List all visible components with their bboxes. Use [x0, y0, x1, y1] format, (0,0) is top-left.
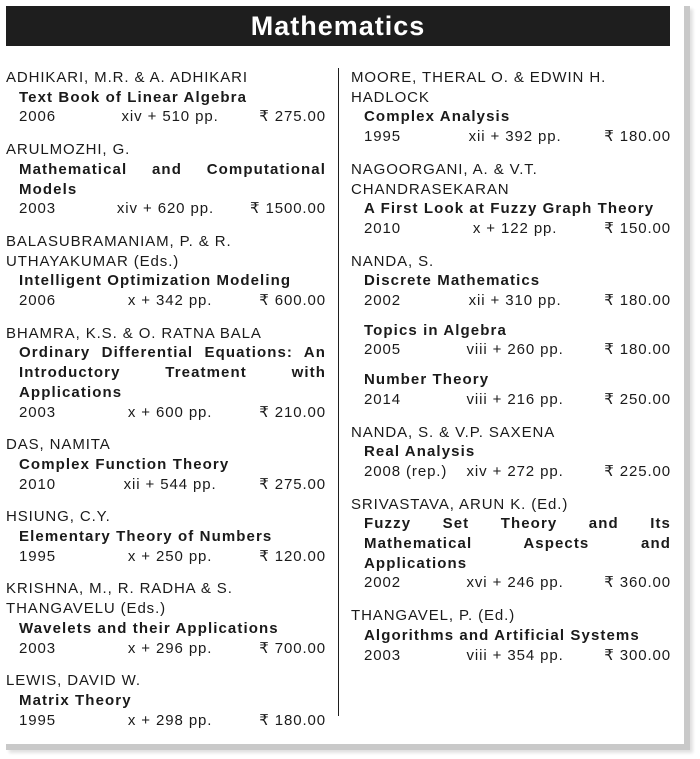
- book-price: ₹ 250.00: [604, 390, 671, 408]
- book-pages: x + 250 pp.: [127, 547, 213, 565]
- book-title: Algorithms and Artificial Systems: [364, 626, 640, 644]
- column-divider: [338, 68, 339, 716]
- book-item: [351, 442, 671, 481]
- author-entry: [6, 68, 326, 127]
- book-pages: xiv + 272 pp.: [466, 462, 564, 480]
- book-price: ₹ 275.00: [259, 108, 326, 126]
- book-list: [6, 527, 326, 566]
- book-price: ₹ 700.00: [259, 639, 326, 657]
- book-price: ₹ 360.00: [604, 574, 671, 592]
- book-item: [6, 343, 326, 422]
- book-list: [6, 160, 326, 219]
- book-item: [6, 455, 326, 494]
- book-meta: [6, 107, 326, 127]
- book-title: Number Theory: [364, 371, 490, 389]
- author-entry: [351, 495, 671, 594]
- book-pages: x + 298 pp.: [127, 711, 213, 729]
- book-title: Text Book of Linear Algebra: [19, 88, 248, 106]
- author-entry: [6, 232, 326, 311]
- book-year: 2008 (rep.): [364, 462, 448, 480]
- book-item: [351, 107, 671, 146]
- book-meta: [351, 462, 671, 482]
- book-list: [351, 199, 671, 238]
- book-price: ₹ 180.00: [259, 711, 326, 729]
- book-price: ₹ 275.00: [259, 475, 326, 493]
- book-pages: xiv + 510 pp.: [121, 108, 219, 126]
- book-meta: [351, 291, 671, 311]
- book-title: Topics in Algebra: [364, 321, 507, 339]
- book-price: ₹ 150.00: [604, 219, 671, 237]
- author-name: BALASUBRAMANIAM, P. & R. UTHAYAKUMAR (Eds.): [6, 232, 232, 270]
- author-name: HSIUNG, C.Y.: [6, 508, 111, 526]
- book-title: Matrix Theory: [19, 691, 132, 709]
- book-pages: xii + 544 pp.: [123, 475, 217, 493]
- book-pages: viii + 260 pp.: [466, 341, 564, 359]
- left-column: [6, 68, 326, 743]
- book-title: Real Analysis: [364, 443, 476, 461]
- book-item: [6, 88, 326, 127]
- book-meta: [351, 390, 671, 410]
- book-list: [351, 442, 671, 481]
- book-year: 2010: [364, 219, 401, 237]
- author-entry: [6, 579, 326, 658]
- author-name: KRISHNA, M., R. RADHA & S. THANGAVELU (Eds.): [6, 580, 233, 618]
- book-list: [351, 514, 671, 593]
- book-list: [351, 626, 671, 665]
- book-year: 1995: [19, 547, 56, 565]
- book-list: [6, 88, 326, 127]
- book-meta: [6, 199, 326, 219]
- book-meta: [6, 291, 326, 311]
- author-name: ADHIKARI, M.R. & A. ADHIKARI: [6, 69, 248, 86]
- book-meta: [351, 340, 671, 360]
- book-meta: [351, 646, 671, 666]
- book-pages: xii + 310 pp.: [468, 292, 562, 310]
- author-entry: [6, 507, 326, 566]
- author-name: LEWIS, DAVID W.: [6, 672, 141, 690]
- book-item: [6, 271, 326, 310]
- author-name: MOORE, THERAL O. & EDWIN H. HADLOCK: [351, 69, 607, 106]
- book-price: ₹ 120.00: [259, 547, 326, 565]
- book-title: Elementary Theory of Numbers: [19, 528, 273, 546]
- book-title: Mathematical and Computational Models: [19, 160, 326, 198]
- author-entry: [6, 140, 326, 219]
- book-item: [6, 691, 326, 730]
- book-item: [6, 527, 326, 566]
- book-year: 2003: [19, 200, 56, 218]
- author-entry: [351, 160, 671, 239]
- author-name: NANDA, S. & V.P. SAXENA: [351, 423, 556, 441]
- book-year: 2006: [19, 108, 56, 126]
- book-list: [6, 343, 326, 422]
- book-price: ₹ 180.00: [604, 341, 671, 359]
- author-entry: [351, 423, 671, 482]
- author-entry: [6, 671, 326, 730]
- author-entry: [351, 68, 671, 147]
- book-title: Ordinary Differential Equations: An Introductory Treatment with Applications: [19, 344, 326, 401]
- author-name: DAS, NAMITA: [6, 436, 111, 454]
- author-entry: [351, 252, 671, 410]
- book-price: ₹ 300.00: [604, 646, 671, 664]
- book-meta: [351, 573, 671, 593]
- book-meta: [6, 547, 326, 567]
- author-name: NANDA, S.: [351, 252, 435, 270]
- book-pages: xii + 392 pp.: [468, 128, 562, 146]
- book-year: 2002: [364, 292, 401, 310]
- book-list: [351, 107, 671, 146]
- book-year: 2005: [364, 341, 401, 359]
- book-item: [351, 199, 671, 238]
- book-meta: [6, 475, 326, 495]
- author-name: ARULMOZHI, G.: [6, 141, 131, 159]
- book-price: ₹ 210.00: [259, 403, 326, 421]
- book-item: [351, 626, 671, 665]
- author-entry: [6, 324, 326, 423]
- book-list: [6, 619, 326, 658]
- book-pages: x + 600 pp.: [127, 403, 213, 421]
- book-pages: x + 342 pp.: [127, 292, 213, 310]
- book-price: ₹ 180.00: [604, 292, 671, 310]
- author-name: NAGOORGANI, A. & V.T. CHANDRASEKARAN: [351, 160, 538, 198]
- book-list: [351, 271, 671, 409]
- book-pages: x + 122 pp.: [472, 219, 558, 237]
- book-meta: [351, 127, 671, 147]
- book-pages: x + 296 pp.: [127, 639, 213, 657]
- book-year: 2003: [19, 403, 56, 421]
- book-year: 2010: [19, 475, 56, 493]
- book-title: A First Look at Fuzzy Graph Theory: [364, 200, 655, 218]
- book-title: Wavelets and their Applications: [19, 619, 279, 637]
- book-meta: [351, 219, 671, 239]
- book-item: [351, 321, 671, 360]
- book-year: 2002: [364, 574, 401, 592]
- book-price: ₹ 1500.00: [249, 200, 326, 218]
- book-year: 1995: [19, 711, 56, 729]
- book-title: Complex Function Theory: [19, 455, 230, 473]
- author-entry: [6, 435, 326, 494]
- book-year: 2003: [19, 639, 56, 657]
- book-title: Fuzzy Set Theory and Its Mathematical Aspects and Applications: [364, 515, 671, 572]
- author-name: SRIVASTAVA, ARUN K. (Ed.): [351, 495, 569, 513]
- book-pages: viii + 216 pp.: [466, 390, 564, 408]
- book-list: [6, 271, 326, 310]
- book-list: [6, 455, 326, 494]
- book-pages: viii + 354 pp.: [466, 646, 564, 664]
- book-meta: [6, 639, 326, 659]
- book-pages: xiv + 620 pp.: [116, 200, 215, 218]
- book-year: 1995: [364, 128, 401, 146]
- book-price: ₹ 600.00: [259, 292, 326, 310]
- book-item: [6, 160, 326, 219]
- author-entry: [351, 606, 671, 665]
- book-list: [6, 691, 326, 730]
- book-title: Discrete Mathematics: [364, 272, 541, 290]
- book-meta: [6, 711, 326, 731]
- book-meta: [6, 403, 326, 423]
- book-price: ₹ 225.00: [604, 462, 671, 480]
- right-column: [351, 68, 671, 678]
- book-year: 2014: [364, 390, 401, 408]
- author-name: THANGAVEL, P. (Ed.): [351, 607, 516, 625]
- book-year: 2006: [19, 292, 56, 310]
- book-pages: xvi + 246 pp.: [466, 574, 564, 592]
- book-title: Complex Analysis: [364, 108, 511, 126]
- book-item: [351, 514, 671, 593]
- book-item: [351, 271, 671, 310]
- book-price: ₹ 180.00: [604, 128, 671, 146]
- book-item: [351, 370, 671, 409]
- book-item: [6, 619, 326, 658]
- book-title: Intelligent Optimization Modeling: [19, 272, 292, 290]
- book-year: 2003: [364, 646, 401, 664]
- section-title: Mathematics: [6, 6, 670, 46]
- author-name: BHAMRA, K.S. & O. RATNA BALA: [6, 324, 262, 342]
